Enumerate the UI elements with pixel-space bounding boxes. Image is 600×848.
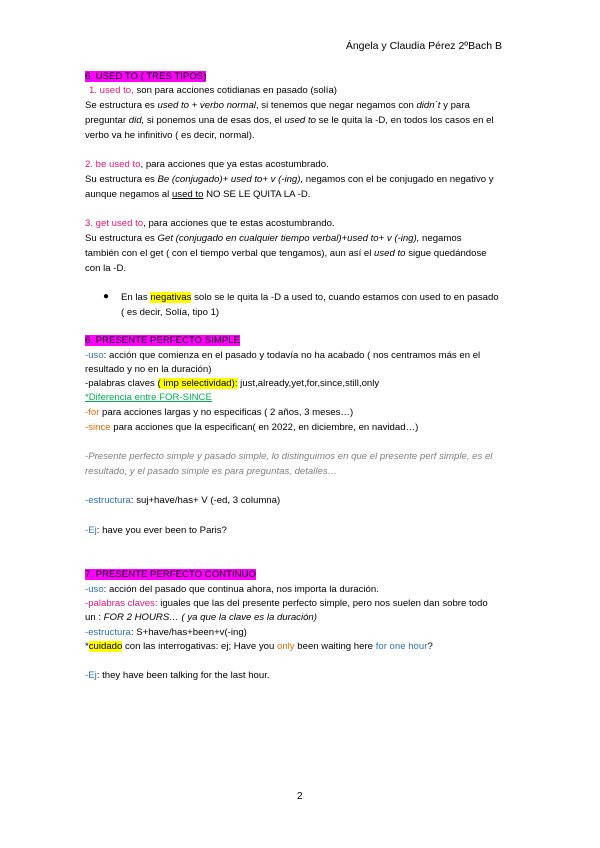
ppc-palabras-claves: -palabras claves: iguales que las del presente perfecto simple, pero nos suelen dan sobre todo [85, 598, 488, 609]
pps-comparison-1: -Presente perfecto simple y pasado simple, lo distinguimos en que el presente perf simple, es el [85, 451, 493, 462]
ppc-estructura: -estructura: S+have/has+been+v(-ing) [85, 627, 247, 638]
type1-structure-2: preguntar did, si ponemos una de esas dos, el used to se le quita la -D, en todos los casos en el [85, 115, 494, 126]
page-header: Ángela y Claudia Pérez 2ºBach B [345, 40, 502, 52]
negative-note-1: En las negativas solo se le quita la -D a used to, cuando estamos con used to en pasado [121, 292, 499, 303]
type2-line: 2. be used to, para acciones que ya estas acostumbrado. [85, 159, 329, 170]
pps-uso-2: resultado y no en la duración) [85, 364, 212, 375]
ppc-uso: -uso: acción del pasado que continua ahora, nos importa la duración. [85, 584, 379, 595]
type3-structure-1: Su estructura es Get (conjugado en cualquier tiempo verbal)+used to+ v (-ing), negamos [85, 233, 462, 244]
type2-structure-2: aunque negamos al used to NO SE LE QUITA LA -D. [85, 189, 311, 200]
type3-line: 3. get used to, para acciones que te estas acostumbrando. [85, 218, 335, 229]
pps-uso: -uso: acción que comienza en el pasado y todavía no ha acabado ( nos centramos más en el [85, 350, 481, 361]
type2-structure-1: Su estructura es Be (conjugado)+ used to+ v (-ing), negamos con el be conjugado en negativo y [85, 174, 494, 185]
pps-palabras-claves: -palabras claves ( imp selectividad): just,already,yet,for,since,still,only [85, 378, 380, 389]
ppc-cuidado: *cuidado con las interrogativas: ej; Have you only been waiting here for one hour? [85, 641, 433, 652]
section-heading-used-to: 6. USED TO ( TRES TIPOS) [85, 71, 207, 82]
type1-structure-1: Se estructura es used to + verbo normal, si tenemos que negar negamos con didn´t y para [85, 100, 470, 111]
pps-estructura: -estructura: suj+have/has+ V (-ed, 3 columna) [85, 495, 281, 506]
section-heading-ppc: 7. PRESENTE PERFECTO CONTINUO [85, 569, 256, 580]
pps-since: -since para acciones que la especifican( en 2022, en diciembre, en navidad…) [85, 422, 419, 433]
type1-line: 1. used to, son para acciones cotidianas en pasado (solía) [89, 85, 338, 96]
type1-structure-3: verbo va he infinitivo ( es decir, normal). [85, 130, 255, 141]
pps-comparison-2: resultado, y el pasado simple es para preguntas, detalles… [85, 466, 338, 477]
pps-for: -for para acciones largas y no especificas ( 2 años, 3 meses…) [85, 407, 354, 418]
pps-diferencia: *Diferencia entre FOR-SINCE [85, 392, 212, 403]
bullet-icon: ● [103, 291, 110, 302]
type3-structure-2: también con el get ( con el tiempo verbal que tengamos), aun así el used to sigue quedándose [85, 248, 487, 259]
page-number: 2 [297, 791, 303, 802]
type3-structure-3: con la -D. [85, 263, 127, 274]
section-heading-pps: 6. PRESENTE PERFECTO SIMPLE [85, 335, 240, 346]
ppc-ejemplo: -Ej: they have been talking for the last hour. [85, 670, 270, 681]
ppc-palabras-claves-2: un : FOR 2 HOURS… ( ya que la clave es la duración) [85, 612, 317, 623]
negative-note-2: ( es decir, Solía, tipo 1) [121, 307, 220, 318]
pps-ejemplo: -Ej: have you ever been to Paris? [85, 525, 227, 536]
